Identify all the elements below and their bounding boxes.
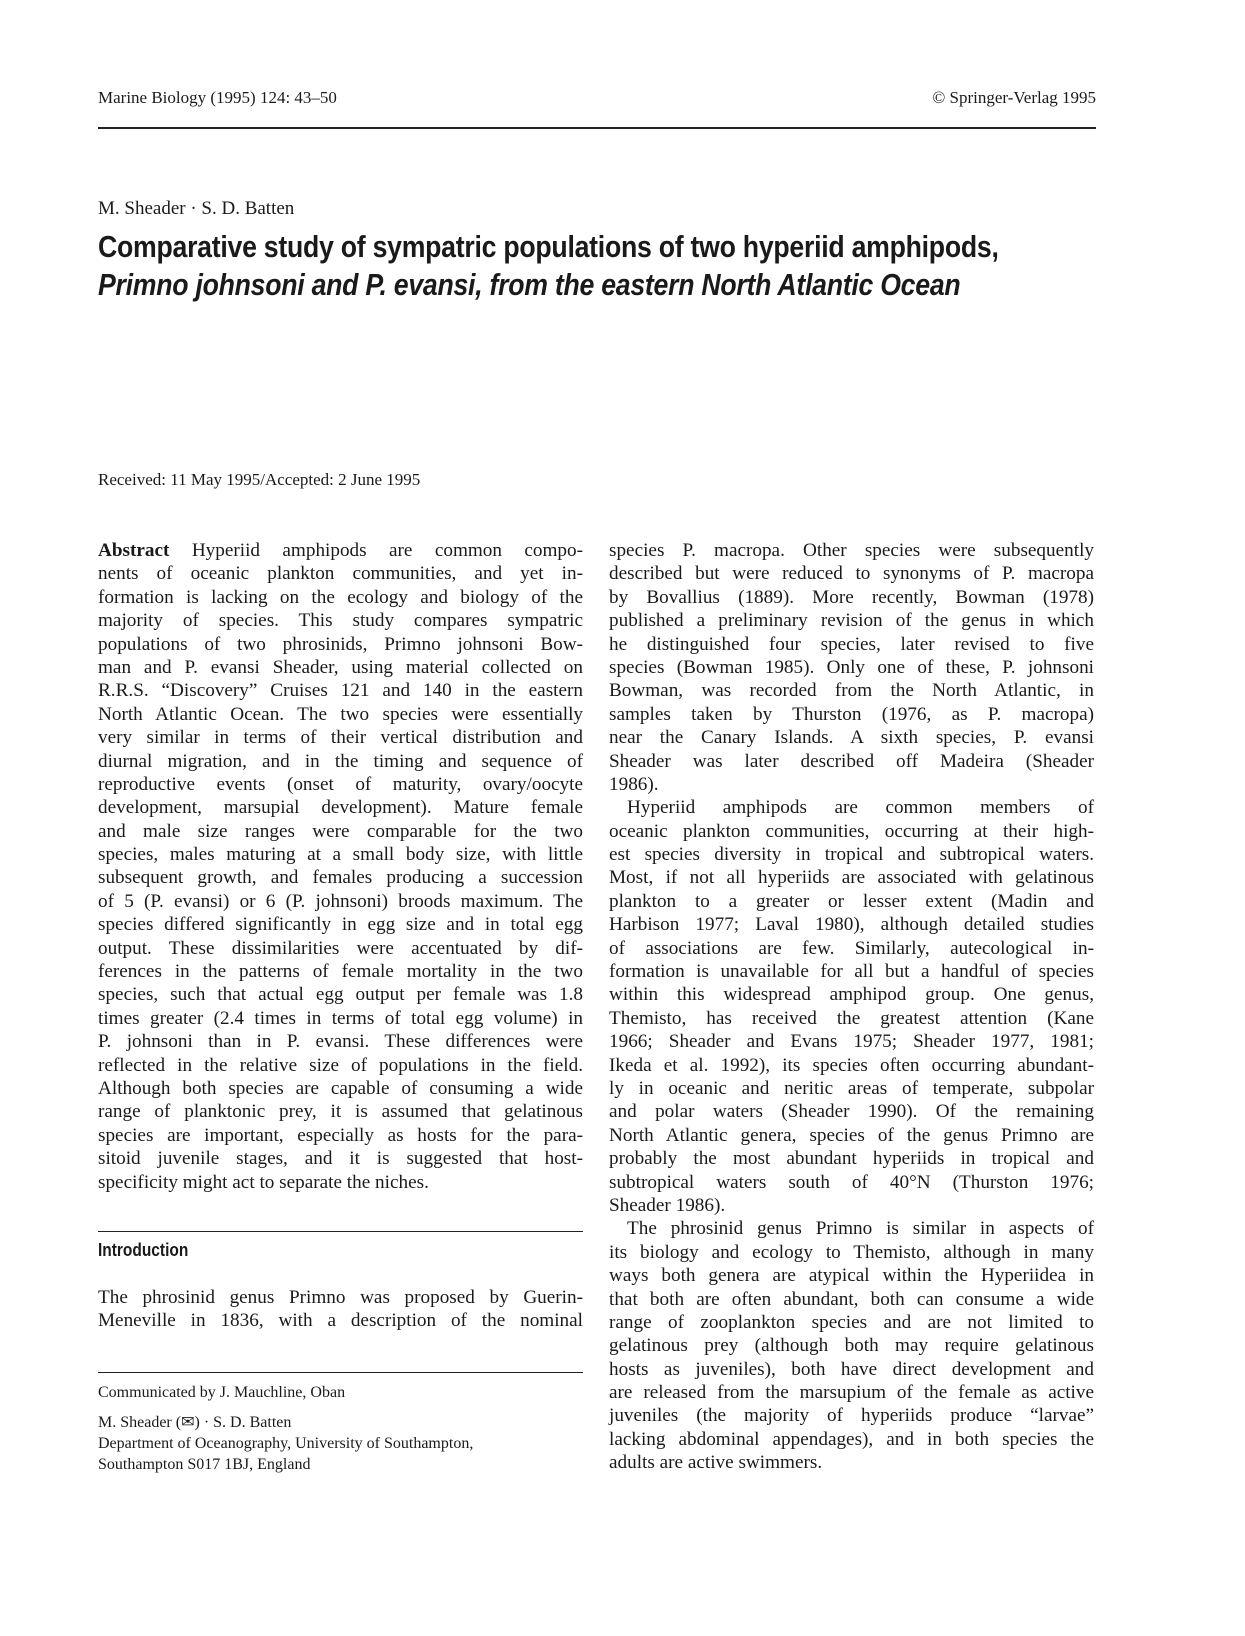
text-line: majority of species. This study compares sympatric xyxy=(98,610,583,632)
text-line: Sheader was later described off Madeira (Sheader xyxy=(609,750,1094,772)
title-line-2: Primno johnsoni and P. evansi, from the eastern North Atlantic Ocean xyxy=(98,267,961,302)
text-line: species differed significantly in egg size and in total egg xyxy=(98,914,583,936)
text-line: juveniles (the majority of hyperiids produce “larvae” xyxy=(609,1405,1094,1427)
text-line: development, marsupial development). Mature female xyxy=(98,797,583,819)
text-line: he distinguished four species, later revised to five xyxy=(609,633,1094,655)
text-line: Although both species are capable of consuming a wide xyxy=(98,1077,583,1099)
text-line: reproductive events (onset of maturity, ovary/oocyte xyxy=(98,773,583,795)
text-line: oceanic plankton communities, occurring at their high- xyxy=(609,820,1094,842)
text-line: of 5 (P. evansi) or 6 (P. johnsoni) broods maximum. The xyxy=(98,890,583,912)
text-line: diurnal migration, and in the timing and sequence of xyxy=(98,750,583,772)
text-line: lacking abdominal appendages), and in both species the xyxy=(609,1428,1094,1450)
introduction-heading: Introduction xyxy=(98,1240,189,1260)
abstract-label: Abstract xyxy=(98,540,170,561)
affiliation: Department of Oceanography, University of Southampton, xyxy=(98,1435,474,1452)
journal-citation: Marine Biology (1995) 124: 43–50 xyxy=(98,88,337,107)
text-line: Hyperiid amphipods are common members of xyxy=(627,797,1094,819)
affiliation-address: Southampton S017 1BJ, England xyxy=(98,1456,311,1473)
text-line: output. These dissimilarities were accentuated by dif- xyxy=(98,937,583,959)
text-line: ways both genera are atypical within the Hyperiidea in xyxy=(609,1265,1094,1287)
text-line: of associations are few. Similarly, autecological in- xyxy=(609,937,1094,959)
text-line: subtropical waters south of 40°N (Thurston 1976; xyxy=(609,1171,1094,1193)
text-line: est species diversity in tropical and subtropical waters. xyxy=(609,844,1094,866)
text-line: formation is unavailable for all but a handful of species xyxy=(609,961,1094,983)
text-line: North Atlantic genera, species of the genus Primno are xyxy=(609,1124,1094,1146)
article-title xyxy=(98,228,999,304)
text-line: subsequent growth, and females producing a succession xyxy=(98,867,583,889)
text-line: Ikeda et al. 1992), its species often occurring abundant- xyxy=(609,1054,1094,1076)
text-line: probably the most abundant hyperiids in tropical and xyxy=(609,1148,1094,1170)
text-line: North Atlantic Ocean. The two species were essentially xyxy=(98,703,583,725)
copyright: © Springer-Verlag 1995 xyxy=(932,88,1096,107)
text-line: near the Canary Islands. A sixth species, P. evansi xyxy=(609,727,1094,749)
text-line: Meneville in 1836, with a description of the nominal xyxy=(98,1310,583,1332)
text-line: range of zooplankton species and are not limited to xyxy=(609,1311,1094,1333)
text-line: range of planktonic prey, it is assumed that gelatinous xyxy=(98,1101,583,1123)
communicated-by: Communicated by J. Mauchline, Oban xyxy=(98,1384,346,1401)
text-line: described but were reduced to synonyms of P. macropa xyxy=(609,563,1094,585)
text-line: plankton to a greater or lesser extent (Madin and xyxy=(609,890,1094,912)
text-line: The phrosinid genus Primno is similar in aspects of xyxy=(627,1218,1094,1240)
text-line: and male size ranges were comparable for the two xyxy=(98,820,583,842)
text-line: and polar waters (Sheader 1990). Of the remaining xyxy=(609,1101,1094,1123)
text-line: species are important, especially as hosts for the para- xyxy=(98,1124,583,1146)
text-line: ferences in the patterns of female mortality in the two xyxy=(98,961,583,983)
footnote-rule xyxy=(98,1372,583,1373)
text-line: populations of two phrosinids, Primno johnsoni Bow- xyxy=(98,633,583,655)
received-dates: Received: 11 May 1995/Accepted: 2 June 1995 xyxy=(98,470,421,489)
text-line: reflected in the relative size of populations in the field. xyxy=(98,1054,583,1076)
header-rule xyxy=(98,127,1096,129)
text-line: hosts as juveniles), both have direct development and xyxy=(609,1358,1094,1380)
text-line xyxy=(98,539,583,562)
right-column-text xyxy=(609,539,1094,1475)
text-line: very similar in terms of their vertical distribution and xyxy=(98,727,583,749)
text-line: adults are active swimmers. xyxy=(609,1452,823,1474)
text-line: by Bovallius (1889). More recently, Bowman (1978) xyxy=(609,586,1094,608)
text-line: Bowman, was recorded from the North Atlantic, in xyxy=(609,680,1094,702)
section-rule xyxy=(98,1231,583,1232)
text-line: species P. macropa. Other species were subsequently xyxy=(609,540,1094,561)
text-line: 1966; Sheader and Evans 1975; Sheader 1977, 1981; xyxy=(609,1031,1094,1053)
text-line: R.R.S. “Discovery” Cruises 121 and 140 in the eastern xyxy=(98,680,583,702)
text-line: Harbison 1977; Laval 1980), although detailed studies xyxy=(609,914,1094,936)
text-line: species, such that actual egg output per female was 1.8 xyxy=(98,984,583,1006)
text-line: The phrosinid genus Primno was proposed by Guerin- xyxy=(98,1287,583,1308)
authors: M. Sheader · S. D. Batten xyxy=(98,198,295,219)
text-line: gelatinous prey (although both may require gelatinous xyxy=(609,1335,1094,1357)
text-line: that both are often abundant, both can consume a wide xyxy=(609,1288,1094,1310)
text-line: formation is lacking on the ecology and biology of the xyxy=(98,586,583,608)
text-line: P. johnsoni than in P. evansi. These differences were xyxy=(98,1031,583,1053)
text-line: Most, if not all hyperiids are associated with gelatinous xyxy=(609,867,1094,889)
text-line: species, males maturing at a small body size, with little xyxy=(98,844,583,866)
text-line: species (Bowman 1985). Only one of these, P. johnsoni xyxy=(609,656,1094,678)
text-line: Sheader 1986). xyxy=(609,1194,726,1216)
text-line: 1986). xyxy=(609,773,659,795)
text-line: nents of oceanic plankton communities, and yet in- xyxy=(98,563,583,585)
text-line: ly in oceanic and neritic areas of temperate, subpolar xyxy=(609,1077,1094,1099)
text-line: published a preliminary revision of the genus in which xyxy=(609,610,1094,632)
text-line: are released from the marsupium of the female as active xyxy=(609,1382,1094,1404)
introduction-text xyxy=(98,1286,583,1333)
text-line: Themisto, has received the greatest attention (Kane xyxy=(609,1007,1094,1029)
abstract xyxy=(98,539,583,1194)
text-line: within this widespread amphipod group. One genus, xyxy=(609,984,1094,1006)
text-line: sitoid juvenile stages, and it is suggested that host- xyxy=(98,1148,583,1170)
title-line-1: Comparative study of sympatric populations of two hyperiid amphipods, xyxy=(98,229,999,264)
text-line: specificity might act to separate the niches. xyxy=(98,1171,429,1193)
text-line: man and P. evansi Sheader, using material collected on xyxy=(98,656,583,678)
text-segment: Hyperiid amphipods are common compo- xyxy=(191,540,583,561)
author-contact: M. Sheader (✉) · S. D. Batten xyxy=(98,1414,292,1431)
text-line: times greater (2.4 times in terms of total egg volume) in xyxy=(98,1007,583,1029)
text-line: its biology and ecology to Themisto, although in many xyxy=(609,1241,1094,1263)
text-line: samples taken by Thurston (1976, as P. macropa) xyxy=(609,703,1094,725)
